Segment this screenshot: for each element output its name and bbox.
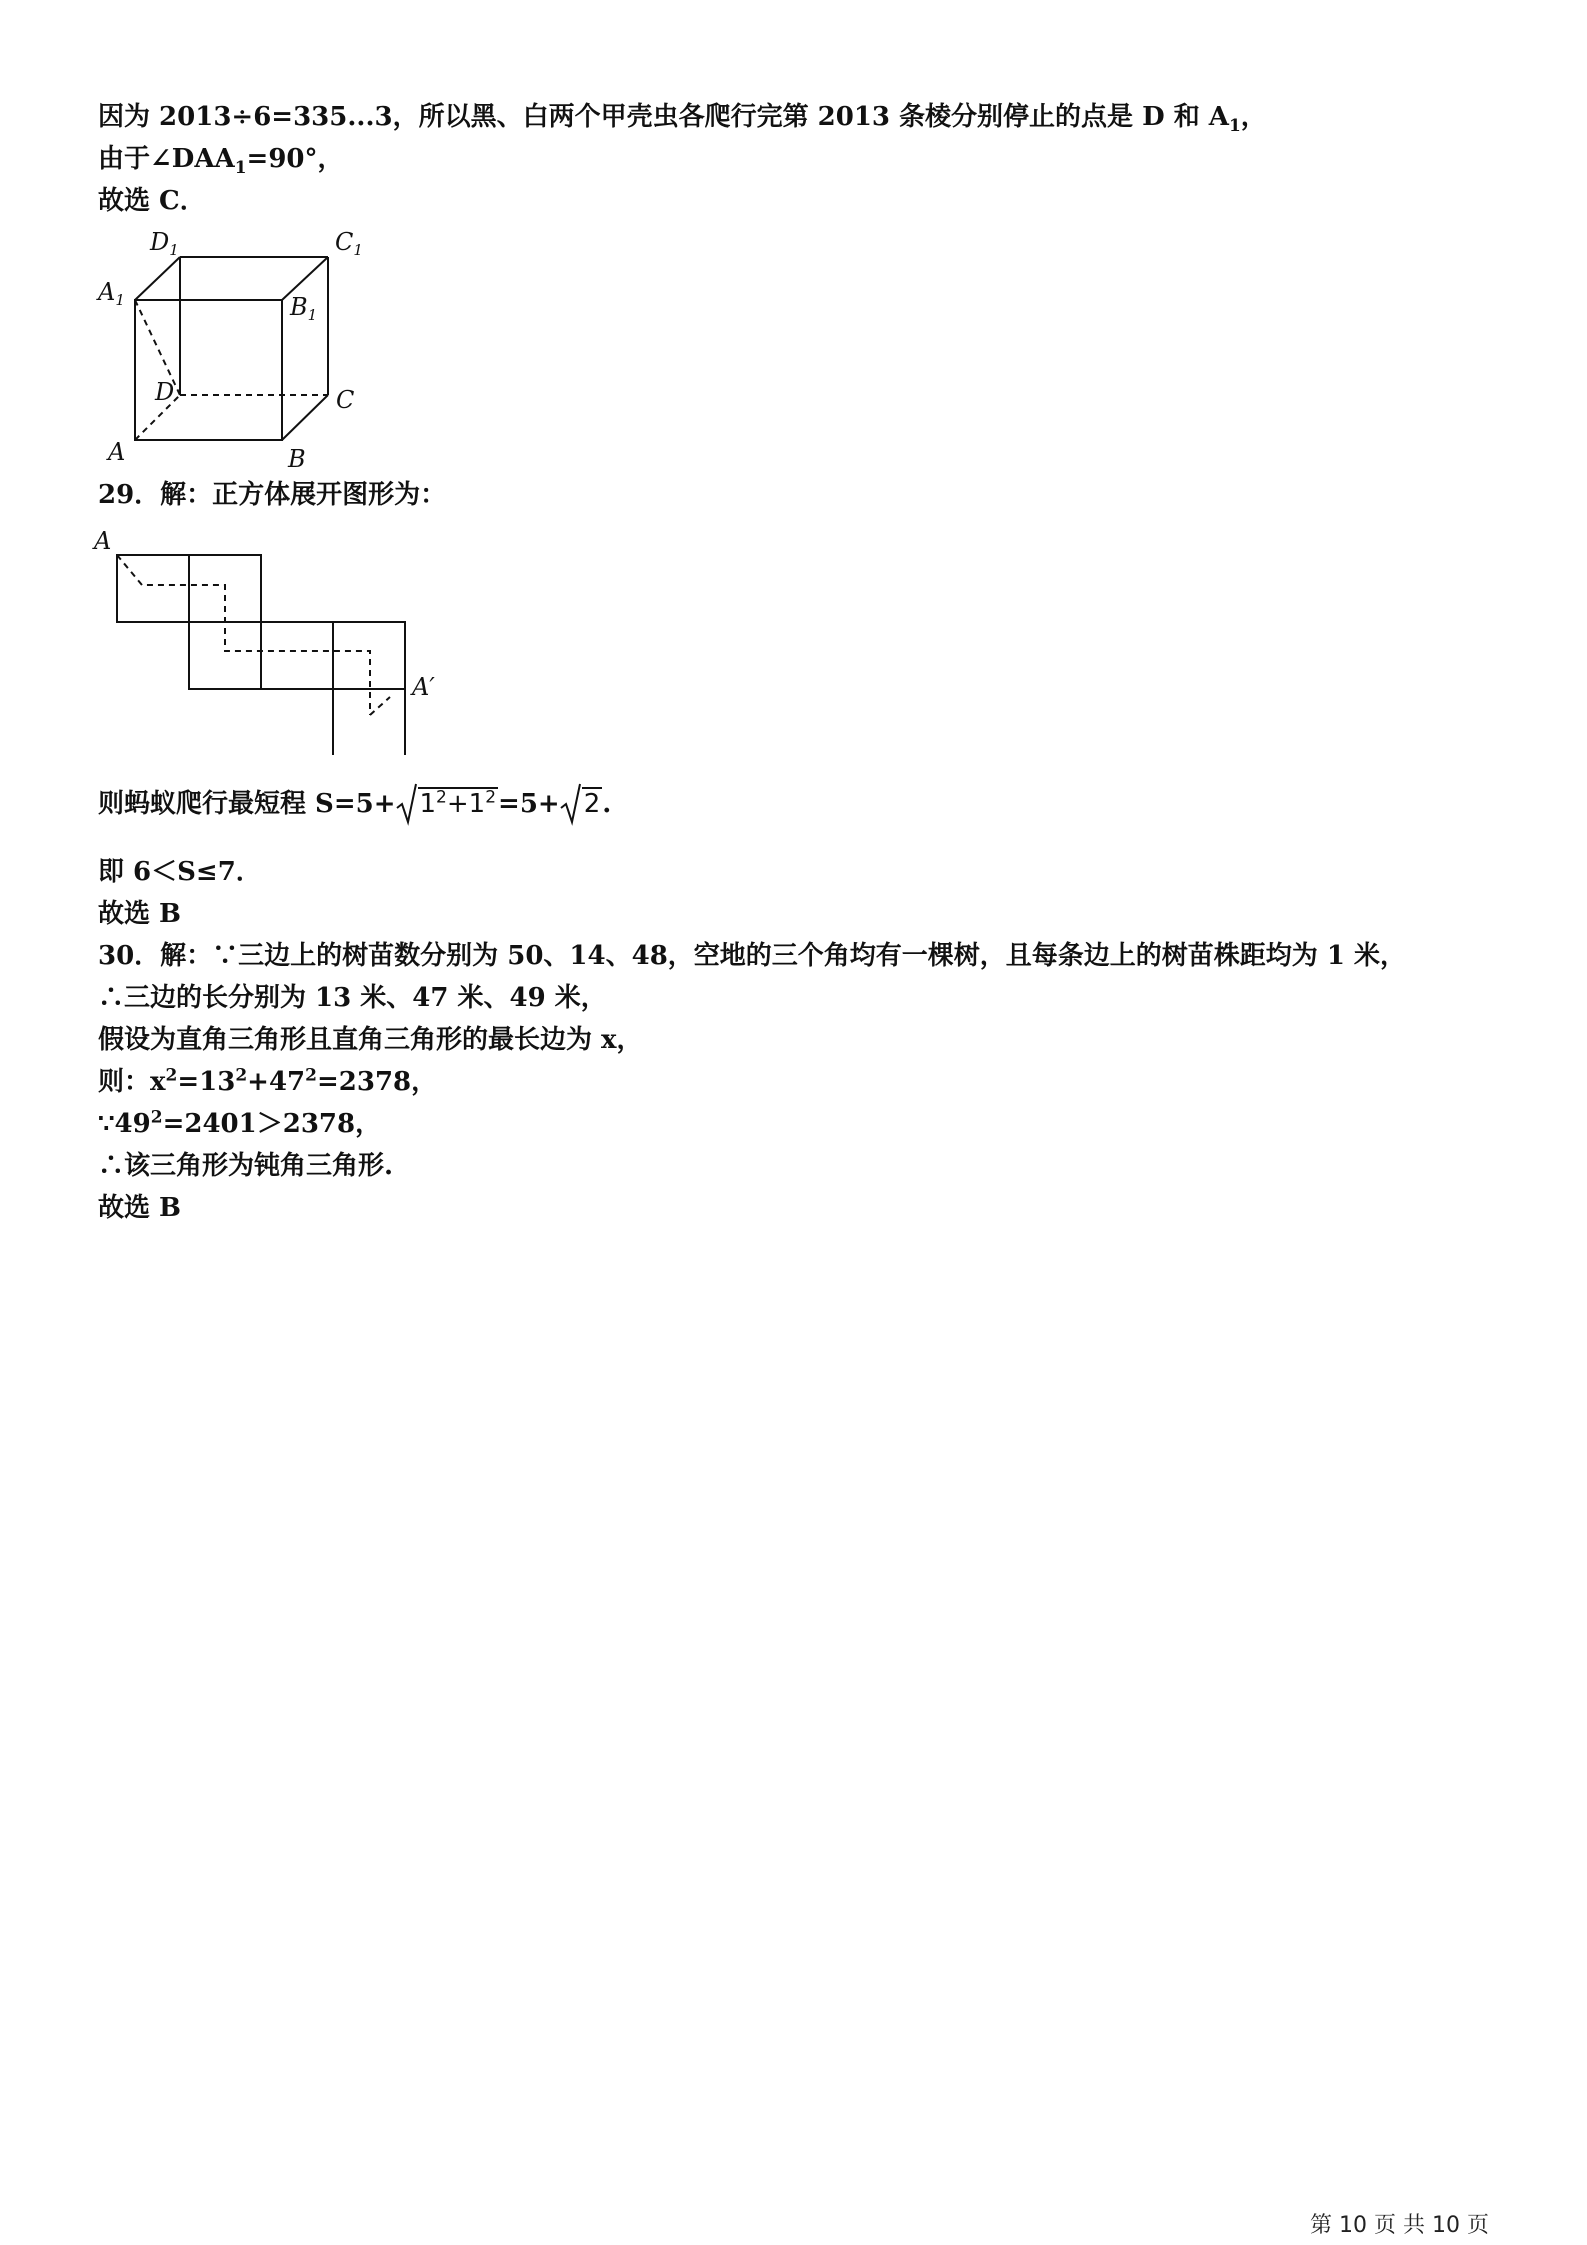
answer-29: 故选 B (98, 899, 182, 929)
net-square-4 (261, 622, 333, 689)
inequality: 即 6＜S≤7． (98, 857, 262, 887)
label-b1: $B_1$ (290, 293, 318, 324)
text-line-3: 故选 C． (98, 186, 206, 216)
answer-30: 故选 B (98, 1193, 182, 1223)
label-b: B (288, 445, 306, 470)
text-line-2: 由于$\angle DAA_1=90^\circ$， (98, 144, 344, 179)
radicand-1: $1^2+1^2$ (419, 787, 497, 819)
label-c1: $C_1$ (335, 228, 363, 259)
radical-sign (396, 782, 418, 826)
cube-edge-a1d1 (135, 257, 180, 300)
net-label-a: A (94, 527, 112, 555)
net-square-1 (117, 555, 189, 622)
net-square-6 (333, 689, 405, 755)
sides-line: ∴三边的长分别为 13 米、47 米、49 米， (98, 983, 607, 1013)
question-29: 29．解：正方体展开图形为： (98, 480, 447, 510)
calc-line: 则：$x^2=13^2+47^2=2378$， (98, 1065, 438, 1097)
net-label-a-prime: A′ (412, 673, 435, 701)
conclusion-line: ∴该三角形为钝角三角形. (98, 1151, 394, 1181)
shortest-path-formula: 则蚂蚁爬行最短程 $S=5+ 1^2+1^2=5+ 2$. (98, 782, 611, 826)
label-d1: $D_1$ (150, 228, 179, 259)
radicand-2: 2 (583, 789, 601, 819)
question-30: 30．解：∵三边上的树苗数分别为 50、14、48，空地的三个角均有一棵树，且每条边上的树苗株距均为 1 米， (98, 941, 1406, 971)
cube-edge-bc (282, 395, 328, 440)
cube-net-diagram (90, 525, 450, 755)
ant-path-end (370, 697, 390, 715)
cube-diagram (90, 220, 390, 470)
text-line-1: 因为 2013÷6=335...3，所以黑、白两个甲壳虫各爬行完第 2013 条棱分别停止的点是 D 和 $A_1$， (98, 102, 1267, 137)
compare-line: $\because 49^2=2401>2378$， (98, 1107, 382, 1139)
radical-sign-2 (560, 782, 582, 826)
label-a: A (108, 438, 126, 466)
net-square-5 (333, 622, 405, 689)
label-a1: $A_1$ (98, 278, 125, 309)
assume-line: 假设为直角三角形且直角三角形的最长边为 x， (98, 1025, 643, 1055)
label-c: C (336, 386, 355, 414)
label-d: D (155, 378, 175, 406)
cube-front-face (135, 300, 282, 440)
page-footer: 第 10 页 共 10 页 (1310, 2213, 1489, 2238)
